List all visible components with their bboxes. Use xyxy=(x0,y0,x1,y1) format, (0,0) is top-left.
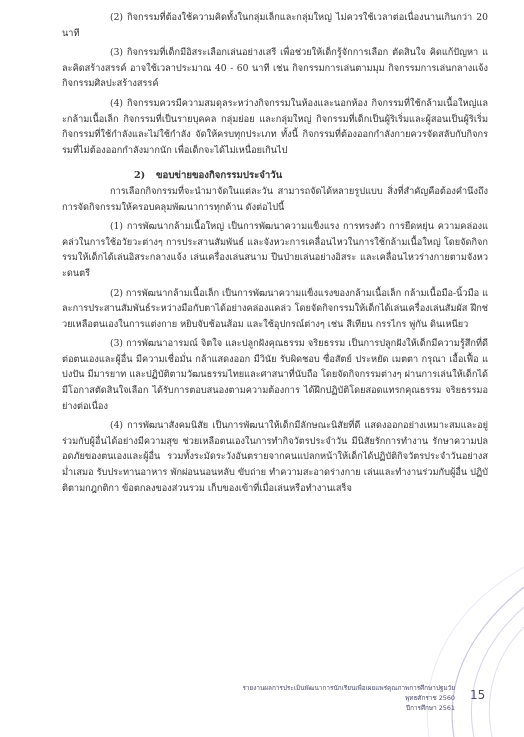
page-number: 15 xyxy=(470,688,486,702)
paragraph-activity-2: (2) กิจกรรมที่ต้องใช้ความคิดทั้งในกลุ่มเล็กและกลุ่มใหญ่ ไม่ควรใช้เวลาต่อเนื่องนานเกินกว่า 20 นาที xyxy=(62,12,488,39)
section-number: 2) xyxy=(134,170,146,182)
paragraph-activity-4: (4) กิจกรรมควรมีความสมดุลระหว่างกิจกรรมในห้องและนอกห้อง กิจกรรมที่ใช้กล้ามเนื้อใหญ่และกล้ามเนื้อเล็ก กิจกรรมที่เป็นรายบุคคล กลุ่มย่อย และกลุ่มใหญ่ กิจกรรมที่เด็กเป็นผู้ริเริ่มและผู้สอนเป็นผู้ริเริ่ม กิจกรรมที่ใช้กำลังและไม่ใช้กำลัง จัดให้ครบทุกประเภท ทั้งนี้ กิจกรรมที่ต้องออกกำลังกายควรจัดสลับกับกิจกรรมที่ไม่ต้องออกกำลังมากนัก เพื่อเด็กจะได้ไม่เหนื่อยเกินไป xyxy=(62,97,488,156)
footer-academic-year: ปีการศึกษา 2561 xyxy=(406,704,455,712)
paragraph-activity-3: (3) กิจกรรมที่เด็กมีอิสระเลือกเล่นอย่างเสรี เพื่อช่วยให้เด็กรู้จักการเลือก ตัดสินใจ คิดแก้ปัญหา และคิดสร้างสรรค์ อาจใช้เวลาประมาณ 40 - 60 นาที เช่น กิจกรรมการเล่นตามมุม กิจกรรมการเล่นกลางแจ้ง กิจกรรมศิลปะสร้างสรรค์ xyxy=(62,47,488,90)
section-heading xyxy=(134,168,488,184)
item-gross-motor: (1) การพัฒนากล้ามเนื้อใหญ่ เป็นการพัฒนาความแข็งแรง การทรงตัว การยืดหยุ่น ความคล่องแคล่วในการใช้อวัยวะต่างๆ การประสานสัมพันธ์ และจังหวะการเคลื่อนไหวในการใช้กล้ามเนื้อใหญ่ โดยจัดกิจกรรมให้เด็กได้เล่นอิสระกลางแจ้ง เล่นเครื่องเล่นสนาม ปีนป่ายเล่นอย่างอิสระ และเคลื่อนไหวร่างกายตามจังหวะดนตรี xyxy=(62,221,488,279)
document-body xyxy=(62,10,488,496)
item-fine-motor: (2) การพัฒนากล้ามเนื้อเล็ก เป็นการพัฒนาความแข็งแรงของกล้ามเนื้อเล็ก กล้ามเนื้อมือ-นิ้วมือ และการประสานสัมพันธ์ระหว่างมือกับตาได้อย่างคล่องแคล่ว โดยจัดกิจกรรมให้เด็กได้เล่นเครื่องเล่นสัมผัส ฝึกช่วยเหลือตนเองในการแต่งกาย หยิบจับช้อนส้อม และใช้อุปกรณ์ต่างๆ เช่น สีเทียน กรรไกร พู่กัน ดินเหนียว xyxy=(62,287,489,330)
item-social: (4) การพัฒนาสังคมนิสัย เป็นการพัฒนาให้เด็กมีลักษณะนิสัยที่ดี แสดงออกอย่างเหมาะสมและอยู่ร่วมกับผู้อื่นได้อย่างมีความสุข ช่วยเหลือตนเองในการทำกิจวัตรประจำวัน มีนิสัยรักการทำงาน รักษาความปลอดภัยของตนเองและผู้อื่น รวมทั้งระมัดระวังอันตรายจากคนแปลกหน้าให้เด็กได้ปฏิบัติกิจวัตรประจำวันอย่างสม่ำเสมอ รับประทานอาหาร พักผ่อนนอนหลับ ขับถ่าย ทำความสะอาดร่างกาย เล่นและทำงานร่วมกับผู้อื่น ปฏิบัติตามกฎกติกา ข้อตกลงของส่วนรวม เก็บของเข้าที่เมื่อเล่นหรือทำงานเสร็จ xyxy=(62,420,488,494)
page-footer xyxy=(215,683,455,713)
section-intro: การเลือกกิจกรรมที่จะนำมาจัดในแต่ละวัน สามารถจัดได้หลายรูปแบบ สิ่งที่สำคัญคือต้องคำนึงถึงการจัดกิจกรรมให้ครอบคลุมพัฒนาการทุกด้าน ดังต่อไปนี้ xyxy=(62,185,488,213)
footer-report-title: รายงานผลการประเมินพัฒนาการนักเรียนเพื่อเผยแพร่คุณภาพการศึกษาปฐมวัย พุทธศักราช 2560 xyxy=(242,684,455,702)
item-emotional: (3) การพัฒนาอารมณ์ จิตใจ และปลูกฝังคุณธรรม จริยธรรม เป็นการปลูกฝังให้เด็กมีความรู้สึกที่ดีต่อตนเองและผู้อื่น มีความเชื่อมั่น กล้าแสดงออก มีวินัย รับผิดชอบ ซื่อสัตย์ ประหยัด เมตตา กรุณา เอื้อเฟื้อ แบ่งปัน มีมารยาท และปฏิบัติตามวัฒนธรรมไทยและศาสนาที่นับถือ โดยจัดกิจกรรมต่างๆ ผ่านการเล่นให้เด็กได้มีโอกาสตัดสินใจเลือก ได้รับการตอบสนองตามความต้องการ ได้ฝึกปฏิบัติโดยสอดแทรกคุณธรรม จริยธรรมอย่างต่อเนื่อง xyxy=(62,338,488,412)
section-title: ขอบข่ายของกิจกรรมประจำวัน xyxy=(156,170,283,182)
